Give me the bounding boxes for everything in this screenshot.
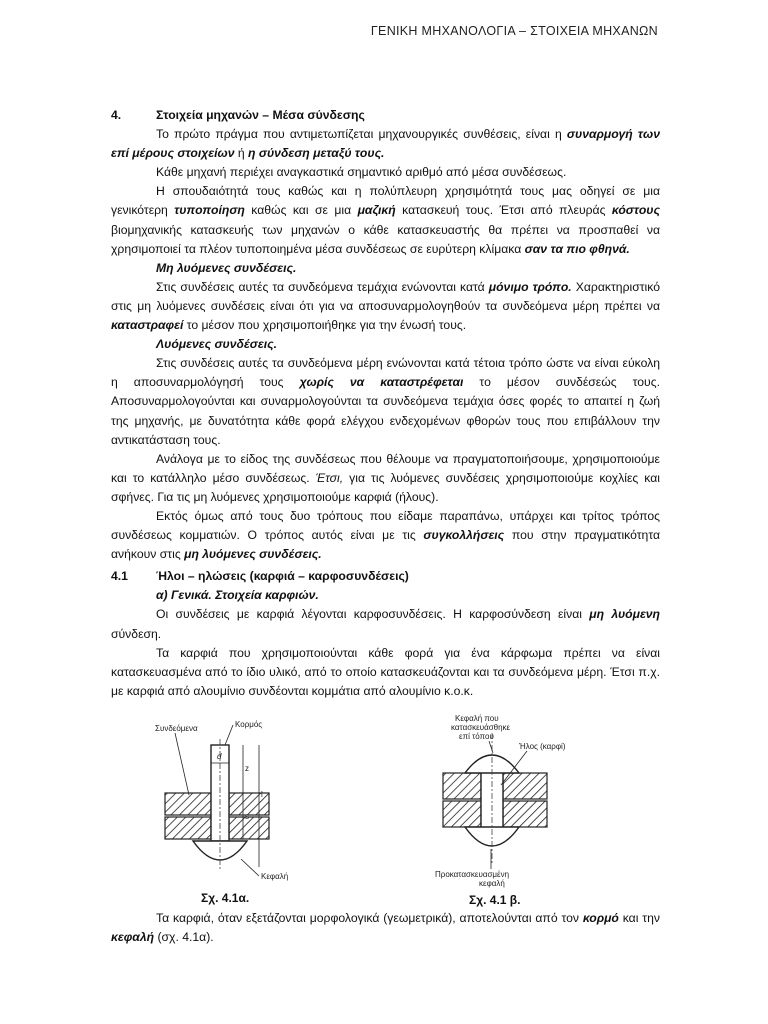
paragraph [111,182,660,258]
text: για τις λυόμενες συνδέσεις χρησιμοποιούμε κοχλίες και σφήνες. Για τις μη λυόμενες χρησιμοποιούμε καρφιά (ήλους). [111,470,661,504]
paragraph [111,354,660,449]
lower-plate-left [443,801,481,827]
figures-row [111,713,660,909]
paragraph [111,278,660,335]
figure-4-1b [429,713,599,907]
paragraph: Κάθε μηχανή περιέχει αναγκαστικά σημαντικό αριθμό από μέσα συνδέσεως. [156,165,567,180]
section-title: Ήλοι – ηλώσεις (καρφιά – καρφοσυνδέσεις) [156,569,409,584]
paragraph [111,450,660,507]
label-head-top-3: επί τόπου [459,731,494,741]
page-header: ΓΕΝΙΚΗ ΜΗΧΑΝΟΛΟΓΙΑ – ΣΤΟΙΧΕΙΑ ΜΗΧΑΝΩΝ [370,24,658,38]
paragraph: Τα καρφιά που χρησιμοποιούνται κάθε φορά για ένα κάρφωμα πρέπει να είναι κατασκευασμένα από το ίδιο υλικό, από το οποίο κατασκευάζονται και τα συνδεόμενα μέρη. Έτσι π.χ. με καρφιά από αλουμίνιο συνδέονται κομμάτια από αλουμίνιο κ.ο.κ. [111,645,660,698]
text: Οι συνδέσεις με καρφιά λέγονται καρφοσυνδέσεις. Η καρφοσύνδεση είναι [156,607,590,622]
emphasis: συναρμογή των επί μέρους στοιχείων [111,127,660,161]
dim-d: d [217,751,222,761]
emphasis: μη λυόμενη [589,607,660,622]
lower-plate-right [229,817,269,839]
section-4-1-heading [111,567,660,586]
emphasis: τυποποίηση [174,203,245,218]
paragraph [111,125,660,163]
figure-4-1a [139,719,329,909]
label-shank: Κορμός [235,719,263,729]
text: Το πρώτο πράγμα που αντιμετωπίζεται μηχανουργικές συνθέσεις, είναι η [156,127,567,142]
subheading: α) Γενικά. Στοιχεία καρφιών. [156,588,319,603]
upper-plate-right [503,773,547,799]
text: Χαρακτηριστικό στις μη λυόμενες συνδέσεις είναι ότι για να αποσυναρμολογηθούν τα συνδεόμενα μέρη πρέπει να [111,279,660,313]
emphasis: κορμό [582,910,619,925]
label-joined: Συνδεόμενα [155,723,198,733]
dim-z: z [245,763,249,773]
emphasis: σαν τα πιο φθηνά. [524,241,630,256]
emphasis: κόστους [611,203,660,218]
emphasis: συγκολλήσεις [423,528,505,543]
text: Στις συνδέσεις αυτές τα συνδεόμενα τεμάχια ενώνονται κατά [156,279,489,294]
paragraph [111,909,660,947]
emphasis: η σύνδεση μεταξύ τους. [248,146,385,161]
emphasis: μη λυόμενες συνδέσεις. [184,547,322,562]
text: και την [618,910,660,925]
label-pre-1: Προκατασκευασμένη [435,869,510,879]
emphasis: μαζική [357,203,396,218]
text: που στην πραγματικότητα ανήκουν στις [111,528,661,562]
upper-plate-right [229,793,269,815]
rivet-section-diagram [139,719,329,909]
label-head-top-2: κατασκευάσθηκε [451,722,511,732]
section-number: 4. [111,108,122,122]
text: (σχ. 4.1α). [154,930,214,944]
label-rivet: Ήλος (καρφί) [519,741,566,751]
text: καθώς και σε μια [244,203,358,218]
subheading: Λυόμενες συνδέσεις. [156,337,277,352]
text: το μέσον που χρησιμοποιήθηκε για την ένωσή τους. [183,318,467,333]
paragraph [111,605,660,643]
emphasis: καταστραφεί [111,318,184,333]
paragraph [111,507,660,564]
section-4-heading [111,106,660,125]
dim-l: l [261,789,263,799]
text: το μέσον συνδέσεώς τους. Αποσυναρμολογούνται και συναρμολογούνται τα συνδεόμενα τεμάχια όσες φορές το απαιτεί η ζωή της μηχανής, με δυνατότητα κάθε φορά ελέγχου ενδεχομένων φθορών τους που επιβάλλουν την αντικατάσταση τους. [111,375,660,447]
rivet-heads-diagram [429,713,599,891]
upper-plate-left [165,793,211,815]
text: Στις συνδέσεις αυτές τα συνδεόμενα μέρη ενώνονται κατά τέτοια τρόπο ώστε να είναι εύκολη η αποσυναρμολόγησή τους [111,356,660,390]
emphasis: μόνιμο τρόπο. [488,279,572,294]
lower-plate-right [503,801,547,827]
upper-plate-left [443,773,481,799]
figure-caption: Σχ. 4.1α. [201,890,250,905]
dim-s: s [245,811,249,821]
emphasis: κεφαλή [111,930,155,944]
label-head: Κεφαλή [261,871,289,881]
section-number: 4.1 [111,569,128,584]
subheading: Μη λυόμενες συνδέσεις. [156,260,297,275]
text: ή [234,146,249,161]
text: Η σπουδαιότητά τους καθώς και η πολύπλευρη χρησιμότητά τους μας οδηγεί σε μια γενικότερη [111,184,660,218]
emphasis: Έτσι, [315,470,344,485]
text: κατασκευή τους. Έτσι από πλευράς [395,203,612,218]
page-content [111,106,660,947]
text: βιομηχανικής κατασκευής των μηχανών ο κάθε κατασκευαστής θα πρέπει να προσπαθεί να χρησιμοποιεί τα πλέον τυποποιημένα μέσα συνδέσεως σε ευρύτερη κλίμακα [111,222,660,256]
section-title: Στοιχεία μηχανών – Μέσα σύνδεσης [156,108,365,122]
emphasis: χωρίς να καταστρέφεται [299,375,464,390]
text: Τα καρφιά, όταν εξετάζονται μορφολογικά (γεωμετρικά), αποτελούνται από τον [156,910,583,925]
text: σύνδεση. [111,626,162,641]
text: Εκτός όμως από τους δυο τρόπους που είδαμε παραπάνω, υπάρχει και τρίτος τρόπος συνδέσεως κομματιών. Ο τρόπος αυτός είναι με τις [111,508,660,543]
text: Ανάλογα με το είδος της συνδέσεως που θέλουμε να πραγματοποιήσουμε, χρησιμοποιούμε και το κατάλληλο μέσο συνδέσεως. [111,451,660,485]
lower-plate-left [165,817,211,839]
label-head-top-1: Κεφαλή που [455,713,499,723]
label-pre-2: κεφαλή [479,878,505,888]
figure-caption: Σχ. 4.1 β. [469,892,521,907]
